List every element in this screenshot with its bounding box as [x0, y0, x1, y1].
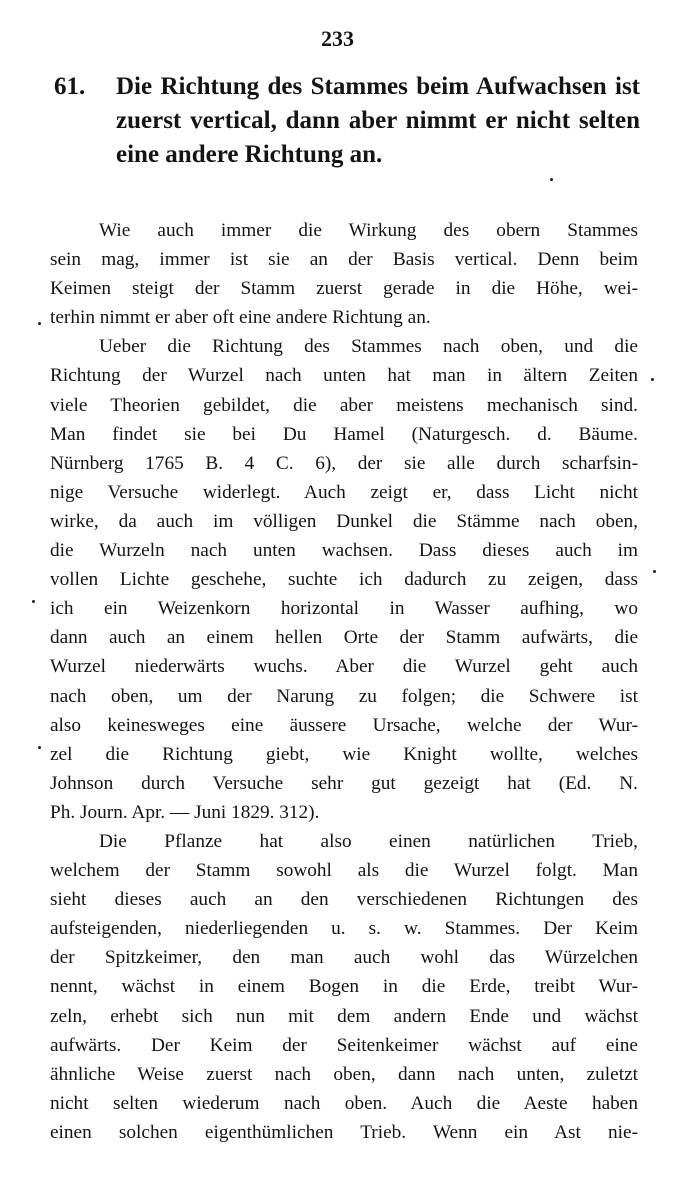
text-line: viele Theorien gebildet, die aber meistens mechanisch sind.: [50, 394, 638, 416]
text-line: nennt, wächst in einem Bogen in die Erde, treibt Wur-: [50, 976, 638, 998]
text-line: einen solchen eigenthümlichen Trieb. Wenn ein Ast nie-: [50, 1121, 638, 1143]
section-number: 61.: [54, 73, 86, 100]
text-line: sieht dieses auch an den verschiedenen Richtungen des: [50, 889, 638, 911]
print-speck: [32, 600, 35, 603]
text-line: die Wurzeln nach unten wachsen. Dass dieses auch im: [50, 540, 638, 562]
text-line: Wurzel niederwärts wuchs. Aber die Wurzel geht auch: [50, 656, 638, 678]
text-line: Nürnberg 1765 B. 4 C. 6), der sie alle durch scharfsin-: [50, 452, 638, 474]
text-line: Keimen steigt der Stamm zuerst gerade in die Höhe, wei-: [50, 278, 638, 300]
text-line: nach oben, um der Narung zu folgen; die Schwere ist: [50, 685, 638, 707]
print-speck: [651, 378, 654, 381]
text-line: zeln, erhebt sich nun mit dem andern Ende und wächst: [50, 1005, 638, 1027]
text-line: aufwärts. Der Keim der Seitenkeimer wächst auf eine: [50, 1034, 638, 1056]
text-line: also keinesweges eine äussere Ursache, welche der Wur-: [50, 714, 638, 736]
text-line: zel die Richtung giebt, wie Knight wollte, welches: [50, 743, 638, 765]
text-line: aufsteigenden, niederliegenden u. s. w. Stammes. Der Keim: [50, 918, 638, 940]
text-line: nicht selten wiederum nach oben. Auch die Aeste haben: [50, 1092, 638, 1114]
text-line: dann auch an einem hellen Orte der Stamm aufwärts, die: [50, 627, 638, 649]
text-line: nige Versuche widerlegt. Auch zeigt er, dass Licht nicht: [50, 481, 638, 503]
print-speck: [550, 178, 553, 181]
body-text: [50, 216, 638, 1147]
text-line: Die Pflanze hat also einen natürlichen Trieb,: [99, 830, 638, 852]
text-line: sein mag, immer ist sie an der Basis vertical. Denn beim: [50, 249, 638, 271]
text-line: Man findet sie bei Du Hamel (Naturgesch. d. Bäume.: [50, 423, 638, 445]
text-line: Ph. Journ. Apr. — Juni 1829. 312).: [50, 801, 320, 823]
text-line: welchem der Stamm sowohl als die Wurzel folgt. Man: [50, 860, 638, 882]
text-line: vollen Lichte geschehe, suchte ich dadurch zu zeigen, dass: [50, 569, 638, 591]
text-line: terhin nimmt er aber oft eine andere Richtung an.: [50, 307, 431, 329]
text-line: Johnson durch Versuche sehr gut gezeigt hat (Ed. N.: [50, 772, 638, 794]
print-speck: [653, 570, 656, 573]
section-title: Die Richtung des Stammes beim Aufwachsen ist zuerst vertical, dann aber nimmt er nicht selten eine andere Richtung an.: [116, 73, 640, 168]
text-line: wirke, da auch im völligen Dunkel die Stämme nach oben,: [50, 510, 638, 532]
text-line: ähnliche Weise zuerst nach oben, dann nach unten, zuletzt: [50, 1063, 638, 1085]
print-speck: [38, 746, 41, 749]
text-line: Ueber die Richtung des Stammes nach oben, und die: [99, 336, 638, 358]
text-line: der Spitzkeimer, den man auch wohl das Würzelchen: [50, 947, 638, 969]
text-line: ich ein Weizenkorn horizontal in Wasser aufhing, wo: [50, 598, 638, 620]
page-number: 233: [321, 26, 354, 51]
text-line: Wie auch immer die Wirkung des obern Stammes: [99, 220, 638, 241]
text-line: Richtung der Wurzel nach unten hat man in ältern Zeiten: [50, 365, 638, 387]
section-heading: [54, 70, 640, 172]
print-speck: [38, 322, 41, 325]
